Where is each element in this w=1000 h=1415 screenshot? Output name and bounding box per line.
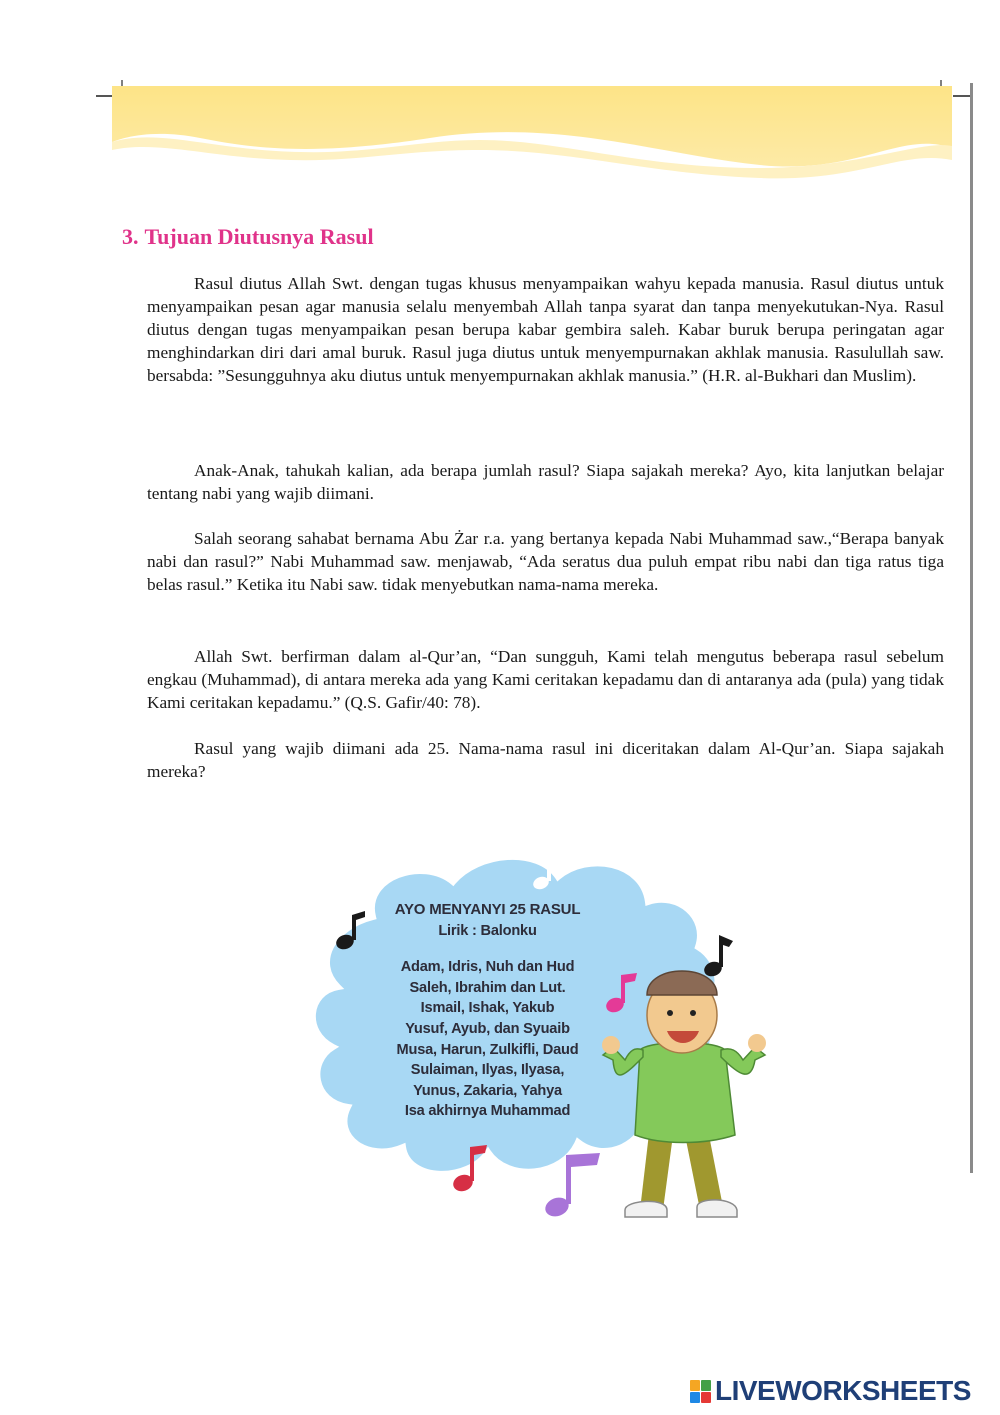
song-line: Yusuf, Ayub, dan Syuaib: [405, 1020, 570, 1037]
paragraph-question: [147, 459, 944, 505]
song-line: Adam, Idris, Nuh dan Hud: [400, 959, 575, 976]
song-subtitle: Lirik : Balonku: [438, 922, 537, 939]
logo-grid-icon: [690, 1380, 711, 1403]
section-title: Tujuan Diutusnya Rasul: [144, 224, 374, 249]
paragraph-quran: [147, 645, 944, 714]
paragraph-text: Rasul diutus Allah Swt. dengan tugas khusus menyampaikan wahyu kepada manusia. Rasul diutus untuk menyampaikan pesan agar manusia selalu menyembah Allah tanpa syarat dan tanpa menyekutukan-Nya. Rasul diutus dengan tugas menyampaikan pesan berupa kabar gembira saleh. Kabar buruk berupa peringatan agar menghindarkan diri dari amal buruk. Rasul juga diutus untuk menyempurnakan akhlak manusia. Rasulullah saw. bersabda: ”Sesungguhnya aku diutus untuk menyempurnakan akhlak manusia.” (H.R. al-Bukhari dan Muslim).: [147, 274, 944, 385]
song-line: Isa akhirnya Muhammad: [404, 1103, 571, 1120]
paragraph-text: Anak-Anak, tahukah kalian, ada berapa jumlah rasul? Siapa sajakah mereka? Ayo, kita lanjutkan belajar tentang nabi yang wajib diimani.: [147, 461, 944, 503]
song-title: AYO MENYANYI 25 RASUL: [394, 901, 581, 918]
paragraph-text: Rasul yang wajib diimani ada 25. Nama-nama rasul ini diceritakan dalam Al-Qur’an. Siapa sajakah mereka?: [147, 739, 944, 781]
paragraph-text: Salah seorang sahabat bernama Abu Żar r.a. yang bertanya kepada Nabi Muhammad saw.,“Berapa banyak nabi dan rasul?” Nabi Muhammad saw. menjawab, “Ada seratus dua puluh empat ribu nabi dan tiga ratus tiga belas rasul.” Ketika itu Nabi saw. tidak menyebutkan nama-nama mereka.: [147, 529, 944, 594]
paragraph-text: Allah Swt. berfirman dalam al-Qur’an, “Dan sungguh, Kami telah mengutus beberapa rasul sebelum engkau (Muhammad), di antara mereka ada yang Kami ceritakan kepadamu dan di antaranya ada (pula) yang tidak Kami ceritakan kepadamu.” (Q.S. Gafir/40: 78).: [147, 647, 944, 712]
song-lyrics: [360, 900, 615, 1122]
page-right-border: [970, 83, 973, 1173]
song-line: Musa, Harun, Zulkifli, Daud: [396, 1041, 579, 1058]
song-line: Yunus, Zakaria, Yahya: [413, 1082, 562, 1099]
song-line: Saleh, Ibrahim dan Lut.: [409, 979, 566, 996]
paragraph-25-rasul: [147, 737, 944, 783]
song-line: Ismail, Ishak, Yakub: [420, 1000, 555, 1017]
paragraph-abu-zar: [147, 527, 944, 596]
song-line: Sulaiman, Ilyas, Ilyasa,: [410, 1062, 565, 1079]
section-number: 3.: [122, 224, 139, 249]
logo-text: LIVEWORKSHEETS: [715, 1375, 971, 1406]
liveworksheets-logo: [690, 1376, 971, 1406]
header-wave-banner: [0, 0, 1000, 240]
section-heading: [122, 224, 374, 250]
paragraph-purpose: [147, 272, 944, 387]
